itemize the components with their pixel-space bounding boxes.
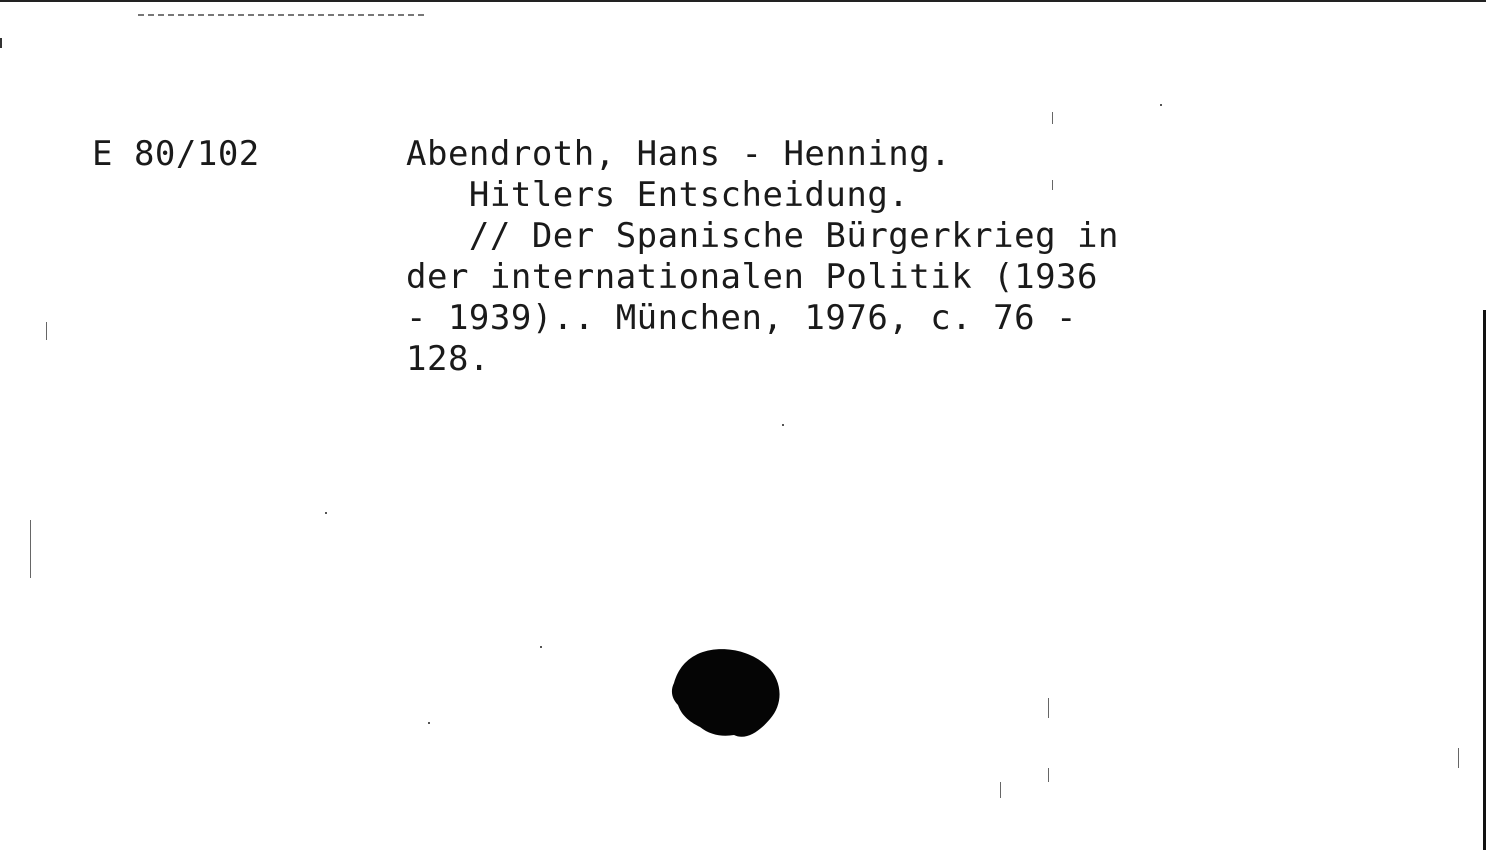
card-top-edge <box>0 0 1486 2</box>
scan-speck <box>428 722 430 724</box>
scan-mark <box>1000 782 1001 798</box>
scan-mark <box>1048 768 1049 782</box>
entry-line-4: der internationalen Politik (1936 <box>406 257 1099 297</box>
bibliographic-entry <box>406 134 1286 380</box>
punch-hole <box>670 647 782 739</box>
scan-speck <box>540 646 542 648</box>
entry-line-3: // Der Spanische Bürgerkrieg in <box>406 216 1119 256</box>
entry-line-5: - 1939).. München, 1976, c. 76 - <box>406 298 1078 338</box>
scan-mark <box>30 520 31 578</box>
call-number: E 80/102 <box>92 134 260 174</box>
entry-line-title: Hitlers Entscheidung. <box>406 175 910 215</box>
scan-mark <box>1048 698 1049 718</box>
scan-speck <box>325 512 327 514</box>
entry-line-author: Abendroth, Hans - Henning. <box>406 134 952 174</box>
scan-mark <box>46 322 47 340</box>
entry-line-6: 128. <box>406 339 490 379</box>
scan-mark <box>1052 112 1053 124</box>
top-dashed-line <box>138 14 424 16</box>
scan-mark <box>1458 748 1459 768</box>
card-left-mark <box>0 38 2 48</box>
scan-speck <box>1160 104 1162 106</box>
scan-speck <box>782 424 784 426</box>
